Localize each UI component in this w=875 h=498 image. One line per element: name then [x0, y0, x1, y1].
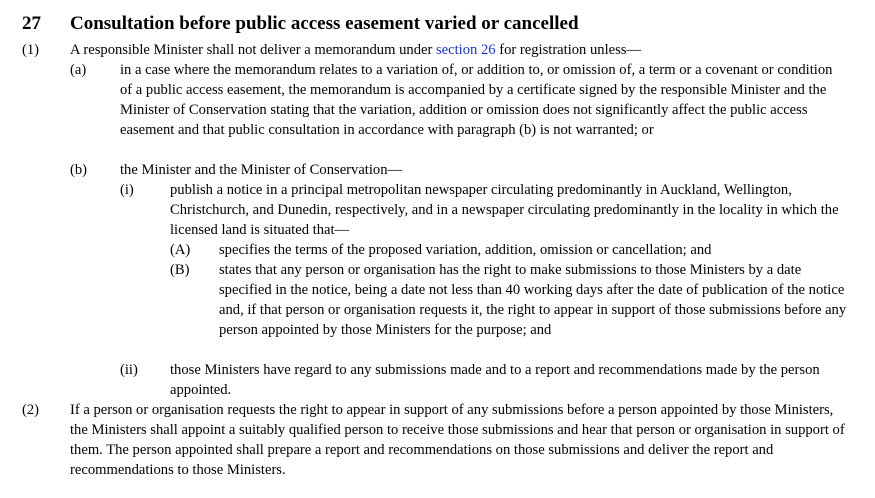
- section-title: Consultation before public access easement varied or cancelled: [70, 13, 579, 34]
- subsection-2-text: If a person or organisation requests the right to appear in support of any submissions before a person appointed by those Ministers, the Ministers shall appoint a suitably qualified person to receive those submissions and hear that person or organisation in support of them. The person appointed shall prepare a report and recommendations on those submissions and deliver the report and recommendations to those Ministers.: [70, 402, 845, 478]
- item-B-label: (B): [170, 262, 190, 278]
- subparagraph-ii-label: (ii): [120, 362, 138, 378]
- subsection-1-text-after: for registration unless—: [495, 42, 642, 58]
- item-A-text: specifies the terms of the proposed variation, addition, omission or cancellation; and: [219, 242, 712, 258]
- section-number: 27: [22, 13, 41, 34]
- paragraph-b-text: the Minister and the Minister of Conservation—: [120, 162, 403, 178]
- item-A-label: (A): [170, 242, 191, 258]
- subsection-1-text: [70, 40, 860, 60]
- subsection-2-label: (2): [22, 402, 40, 418]
- subsection-1-label: (1): [22, 42, 40, 58]
- item-B-text: states that any person or organisation has the right to make submissions to those Ministers by a date specified in the notice, being a date not less than 40 working days after the date of publication of the notice and, if that person or organisation requests it, the right to appear in support of those submissions before any person appointed by those Ministers for the purpose; and: [219, 262, 847, 338]
- section-26-link[interactable]: section 26: [435, 42, 496, 58]
- subparagraph-i-label: (i): [120, 182, 134, 198]
- subparagraph-i-text: publish a notice in a principal metropolitan newspaper circulating predominantly in Auckland, Wellington, Christchurch, and Dunedin, respectively, and in a newspaper circulating predominantly in the locality in which the licensed land is situated that—: [170, 182, 839, 238]
- paragraph-b-label: (b): [70, 162, 88, 178]
- paragraph-a-text: in a case where the memorandum relates to a variation of, or addition to, or omission of, a term or a covenant or condition of a public access easement, the memorandum is accompanied by a certificate signed by the responsible Minister and the Minister of Conservation stating that the variation, addition or omission does not significantly affect the public access easement and that public consultation in accordance with paragraph (b) is not warranted; or: [120, 62, 833, 138]
- subparagraph-ii-text: those Ministers have regard to any submissions made and to a report and recommendations made by the person appointed.: [170, 362, 820, 398]
- paragraph-a-label: (a): [70, 62, 87, 78]
- subsection-1-text-before: A responsible Minister shall not deliver a memorandum under: [70, 42, 436, 58]
